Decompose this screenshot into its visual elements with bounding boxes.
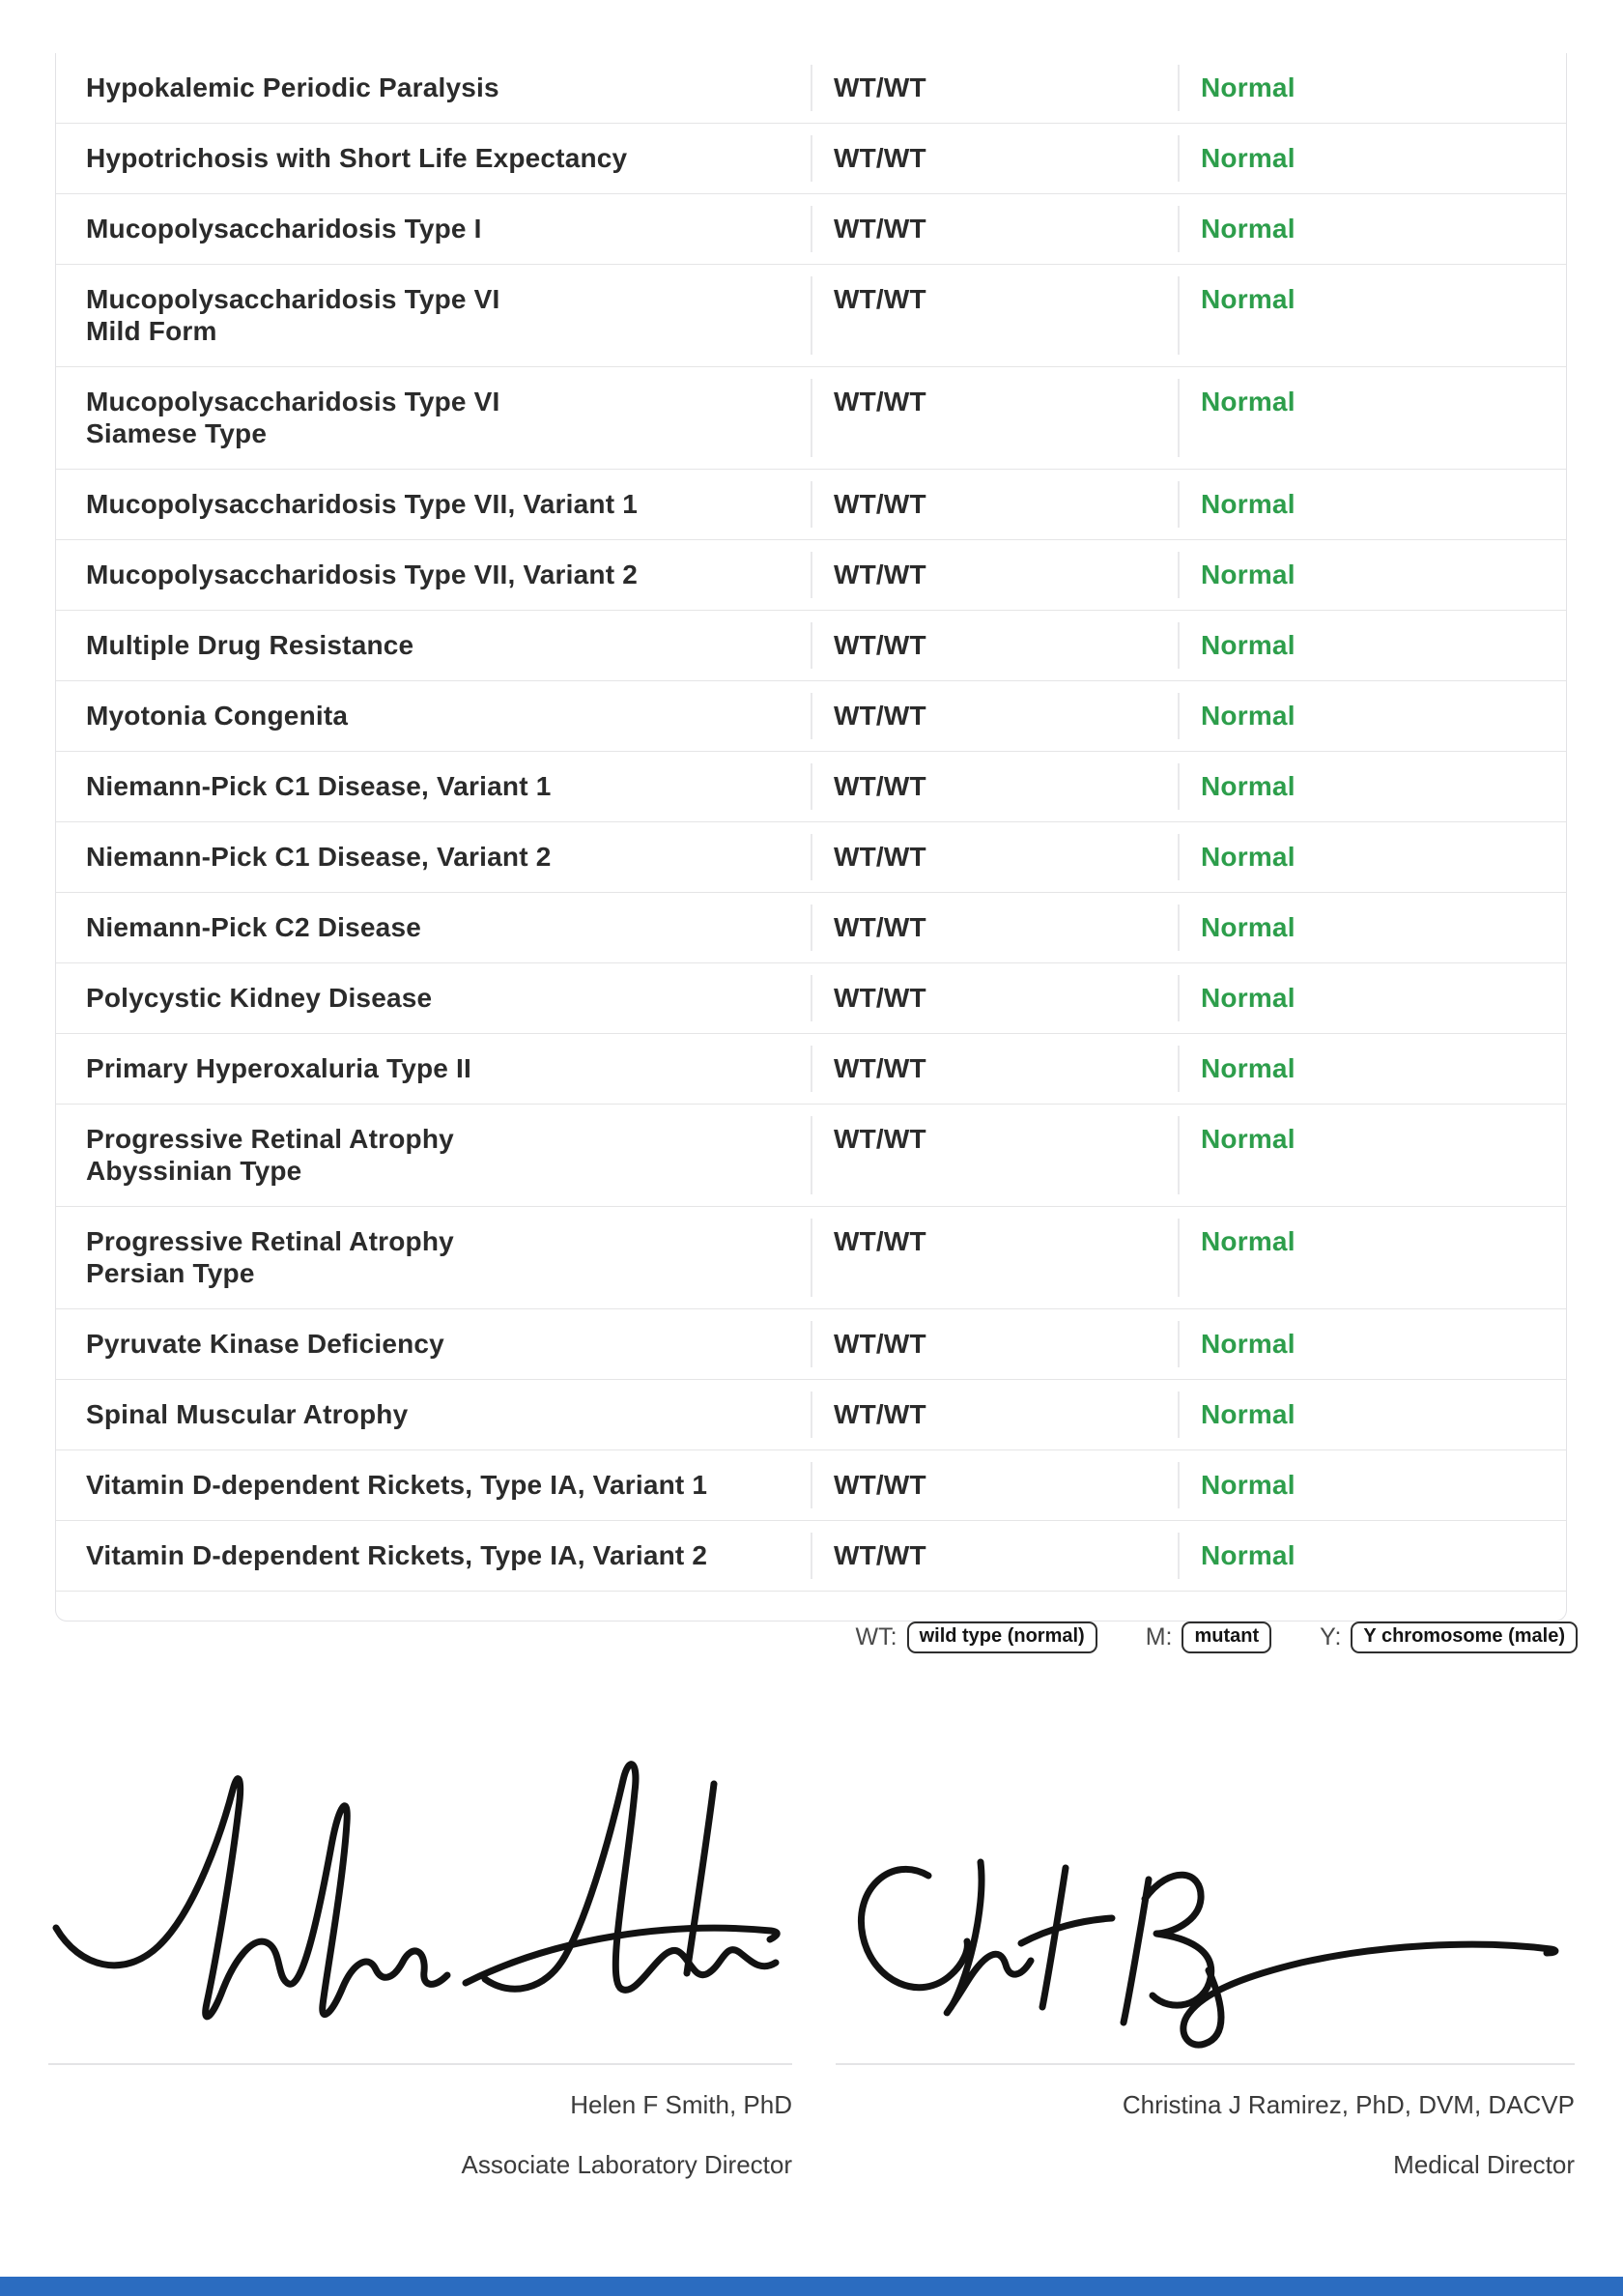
- result-value: Normal: [1178, 53, 1566, 123]
- legend-key-wt: WT:: [855, 1623, 897, 1650]
- table-row: [56, 1380, 1566, 1450]
- result-value: Normal: [1178, 1521, 1566, 1591]
- legend-key-m: M:: [1145, 1623, 1173, 1650]
- result-value: Normal: [1178, 1105, 1566, 1206]
- christina-ramirez-signature-image: [836, 1851, 1575, 2049]
- condition-name: Progressive Retinal Atrophy Persian Type: [86, 1226, 454, 1288]
- condition-name: Myotonia Congenita: [86, 701, 349, 731]
- genotype-value: WT/WT: [811, 1105, 1178, 1206]
- legend-item-m: [1146, 1622, 1271, 1653]
- genotype-value: WT/WT: [811, 1380, 1178, 1449]
- table-row: [56, 53, 1566, 124]
- genotype-value: WT/WT: [811, 611, 1178, 680]
- table-row: [56, 1105, 1566, 1207]
- table-row: [56, 124, 1566, 194]
- genotype-value: WT/WT: [811, 1521, 1178, 1591]
- result-value: Normal: [1178, 752, 1566, 821]
- result-value: Normal: [1178, 611, 1566, 680]
- condition-name: Hypotrichosis with Short Life Expectancy: [86, 143, 628, 173]
- legend-pill-wt: wild type (normal): [907, 1622, 1097, 1653]
- condition-name: Progressive Retinal Atrophy Abyssinian Type: [86, 1124, 454, 1186]
- table-row: [56, 963, 1566, 1034]
- result-value: Normal: [1178, 963, 1566, 1033]
- signatory-block-associate-lab-director: [48, 1730, 792, 2179]
- genetic-conditions-table: [55, 53, 1567, 1622]
- table-row: [56, 1034, 1566, 1105]
- result-value: Normal: [1178, 1309, 1566, 1379]
- result-value: Normal: [1178, 194, 1566, 264]
- genotype-value: WT/WT: [811, 367, 1178, 469]
- table-row: [56, 822, 1566, 893]
- table-row: [56, 893, 1566, 963]
- result-value: Normal: [1178, 540, 1566, 610]
- genotype-value: WT/WT: [811, 963, 1178, 1033]
- result-value: Normal: [1178, 367, 1566, 469]
- signatory-name: Helen F Smith, PhD: [570, 2090, 792, 2119]
- table-row: [56, 367, 1566, 470]
- genotype-value: WT/WT: [811, 540, 1178, 610]
- result-value: Normal: [1178, 265, 1566, 366]
- legend-pill-y: Y chromosome (male): [1351, 1622, 1578, 1653]
- genotype-value: WT/WT: [811, 1450, 1178, 1520]
- condition-name: Mucopolysaccharidosis Type I: [86, 214, 482, 244]
- condition-name: Niemann-Pick C1 Disease, Variant 2: [86, 842, 552, 872]
- legend-pill-m: mutant: [1182, 1622, 1271, 1653]
- condition-name: Mucopolysaccharidosis Type VII, Variant 2: [86, 560, 638, 589]
- result-value: Normal: [1178, 124, 1566, 193]
- result-value: Normal: [1178, 681, 1566, 751]
- result-value: Normal: [1178, 1380, 1566, 1449]
- legend-item-wt: [856, 1622, 1097, 1653]
- table-row: [56, 194, 1566, 265]
- condition-name: Primary Hyperoxaluria Type II: [86, 1053, 472, 1083]
- result-value: Normal: [1178, 1207, 1566, 1308]
- result-value: Normal: [1178, 470, 1566, 539]
- table-row: [56, 470, 1566, 540]
- result-value: Normal: [1178, 893, 1566, 962]
- legend-key-y: Y:: [1320, 1623, 1342, 1650]
- table-row: [56, 540, 1566, 611]
- condition-name: Vitamin D-dependent Rickets, Type IA, Variant 1: [86, 1470, 708, 1500]
- disease-table-body: [56, 53, 1566, 1592]
- condition-name: Spinal Muscular Atrophy: [86, 1399, 409, 1429]
- condition-name: Hypokalemic Periodic Paralysis: [86, 72, 499, 102]
- genotype-value: WT/WT: [811, 822, 1178, 892]
- signature-line: [836, 2063, 1575, 2065]
- result-value: Normal: [1178, 1034, 1566, 1104]
- table-row: [56, 681, 1566, 752]
- table-row: [56, 1309, 1566, 1380]
- table-row: [56, 265, 1566, 367]
- condition-name: Polycystic Kidney Disease: [86, 983, 433, 1013]
- table-row: [56, 1207, 1566, 1309]
- table-row: [56, 752, 1566, 822]
- genotype-value: WT/WT: [811, 1034, 1178, 1104]
- legend-item-y: [1320, 1622, 1578, 1653]
- table-row: [56, 1521, 1566, 1592]
- signatory-name: Christina J Ramirez, PhD, DVM, DACVP: [1122, 2090, 1575, 2119]
- genotype-value: WT/WT: [811, 681, 1178, 751]
- genotype-value: WT/WT: [811, 53, 1178, 123]
- signatory-block-medical-director: [836, 1851, 1575, 2179]
- genotype-value: WT/WT: [811, 194, 1178, 264]
- result-value: Normal: [1178, 1450, 1566, 1520]
- genotype-value: WT/WT: [811, 1309, 1178, 1379]
- genotype-value: WT/WT: [811, 1207, 1178, 1308]
- table-row: [56, 1450, 1566, 1521]
- condition-name: Pyruvate Kinase Deficiency: [86, 1329, 444, 1359]
- genotype-value: WT/WT: [811, 124, 1178, 193]
- condition-name: Vitamin D-dependent Rickets, Type IA, Variant 2: [86, 1540, 708, 1570]
- condition-name: Niemann-Pick C1 Disease, Variant 1: [86, 771, 552, 801]
- signature-line: [48, 2063, 792, 2065]
- genotype-value: WT/WT: [811, 265, 1178, 366]
- footer-accent-bar: [0, 2277, 1623, 2296]
- table-row: [56, 611, 1566, 681]
- genotype-legend: [856, 1622, 1578, 1653]
- condition-name: Mucopolysaccharidosis Type VI Siamese Type: [86, 387, 500, 448]
- signatory-title: Associate Laboratory Director: [461, 2150, 792, 2179]
- helen-smith-signature-image: [48, 1730, 792, 2049]
- genotype-value: WT/WT: [811, 752, 1178, 821]
- condition-name: Mucopolysaccharidosis Type VI Mild Form: [86, 284, 500, 346]
- genotype-value: WT/WT: [811, 893, 1178, 962]
- genotype-value: WT/WT: [811, 470, 1178, 539]
- result-value: Normal: [1178, 822, 1566, 892]
- signatory-title: Medical Director: [1393, 2150, 1575, 2179]
- condition-name: Mucopolysaccharidosis Type VII, Variant 1: [86, 489, 638, 519]
- condition-name: Niemann-Pick C2 Disease: [86, 912, 421, 942]
- condition-name: Multiple Drug Resistance: [86, 630, 414, 660]
